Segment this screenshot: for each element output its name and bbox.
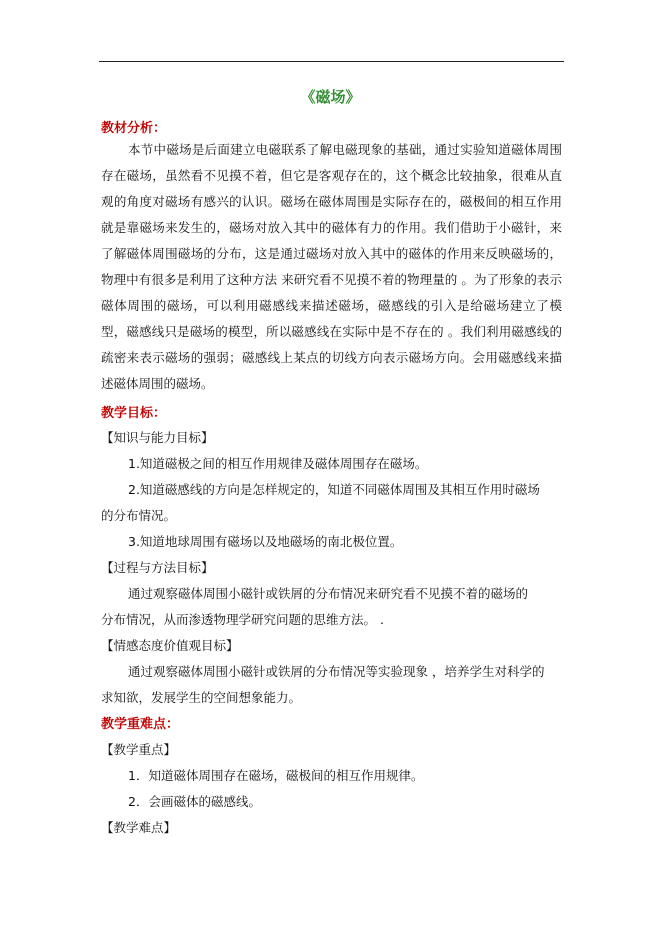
teaching-key-title: 【教学重点】 [101, 742, 177, 757]
knowledge-goal-item-2: 2.知道磁感线的方向是怎样规定的，知道不同磁体周围及其相互作用时磁场 [128, 482, 540, 497]
teaching-difficulty-title: 【教学难点】 [101, 820, 177, 835]
section-heading-teaching-goals: 教学目标： [101, 406, 167, 421]
process-goal-title: 【过程与方法目标】 [101, 560, 214, 575]
document-title: 《磁场》 [300, 88, 361, 106]
section-heading-key-difficult: 教学重难点： [101, 717, 180, 732]
knowledge-goal-item-1: 1.知道磁极之间的相互作用规律及磁体周围存在磁场。 [128, 456, 428, 471]
header-rule [99, 61, 564, 62]
analysis-paragraph: 本节中磁场是后面建立电磁联系了解电磁现象的基础，通过实验知道磁体周围存在磁场，虽然看不见摸不着，但它是客观存在的，这个概念比较抽象，很难从直观的角度对磁场有感兴的认识。磁场在磁体周围是实际存在的，磁极间的相互作用就是靠磁场来发生的，磁场对放入其中的磁体有力的作用。我们借助于小磁针，来了解磁体周围磁场的分布，这是通过磁场对放入其中的磁体的作用来反映磁场的，物理中有很多是利用了这种方法 来研究看不见摸不着的物理量的 。为了形象的表示磁体周围的磁场，可以利用磁感线来描述磁场，磁感线的引入是给磁场建立了模型，磁感线只是磁场的模型，所以磁感线在实际中是不存在的 。我们利用磁感线的疏密来表示磁场的强弱；磁感线上某点的切线方向表示磁场方向。会用磁感线来描述磁体周围的磁场。 [101, 142, 562, 391]
emotion-goal-text: 通过观察磁体周围小磁针或铁屑的分布情况等实验现象 ，培养学生对科学的 [128, 664, 545, 679]
knowledge-goal-item-3: 3.知道地球周围有磁场以及地磁场的南北极位置。 [128, 534, 403, 549]
process-goal-text: 通过观察磁体周围小磁针或铁屑的分布情况来研究看不见摸不着的磁场的 [128, 586, 529, 601]
section-heading-textbook-analysis: 教材分析： [101, 121, 167, 136]
emotion-goal-text-cont: 求知欲，发展学生的空间想象能力。 [101, 690, 302, 705]
knowledge-goal-title: 【知识与能力目标】 [101, 430, 214, 445]
teaching-key-item-2: 2．会画磁体的磁感线。 [128, 794, 261, 809]
emotion-goal-title: 【情感态度价值观目标】 [101, 638, 239, 653]
teaching-key-item-1: 1．知道磁体周围存在磁场，磁极间的相互作用规律。 [128, 768, 424, 783]
process-goal-text-cont: 分布情况，从而渗透物理学研究问题的思维方法。 . [101, 612, 384, 627]
knowledge-goal-item-2-cont: 的分布情况。 [101, 508, 177, 523]
